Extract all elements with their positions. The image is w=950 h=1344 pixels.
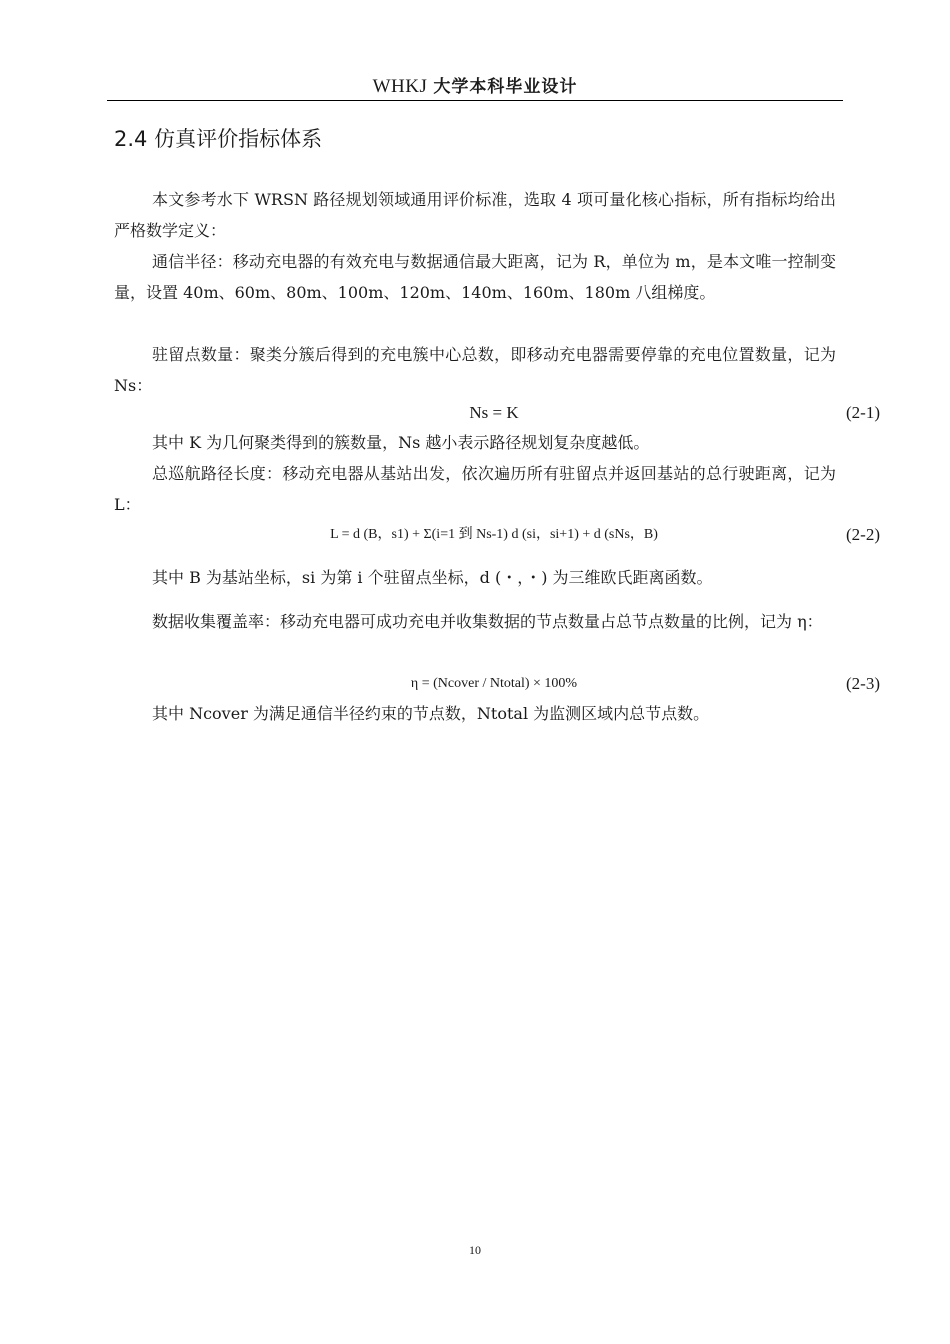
- running-header: [107, 72, 843, 101]
- header-right-text: 大学本科毕业设计: [433, 77, 578, 97]
- paragraph-path-length: 总巡航路径长度：移动充电器从基站出发，依次遍历所有驻留点并返回基站的总行驶距离，记为 L：: [114, 464, 836, 514]
- paragraph-comm-radius: 通信半径：移动充电器的有效充电与数据通信最大距离，记为 R，单位为 m，是本文唯一控制变量，设置 40m、60m、80m、100m、120m、140m、160m、180m 八组梯度。: [114, 252, 836, 302]
- paragraph-k-note: 其中 K 为几何聚类得到的簇数量，Ns 越小表示路径规划复杂度越低。: [152, 433, 650, 452]
- page-number: 10: [469, 1243, 481, 1257]
- paragraph-b-note: 其中 B 为基站坐标，si 为第 i 个驻留点坐标，d (・，・) 为三维欧氏距离函数。: [152, 568, 713, 587]
- equation-number: (2-3): [846, 674, 880, 693]
- equation-2-2: [114, 523, 880, 547]
- section-title: 2.4 仿真评价指标体系: [114, 127, 323, 151]
- equation-expression: η = (Ncover / Ntotal) × 100%: [410, 676, 578, 691]
- equation-2-1: [114, 401, 880, 425]
- equation-number: (2-2): [846, 525, 880, 544]
- equation-expression: L = d (B，s1) + Σ(i=1 到 Ns-1) d (si，si+1) + d (sNs，B): [330, 527, 658, 542]
- paragraph-stay-points: 驻留点数量：聚类分簇后得到的充电簇中心总数，即移动充电器需要停靠的充电位置数量，记为 Ns：: [114, 345, 836, 395]
- paragraph-intro: 本文参考水下 WRSN 路径规划领域通用评价标准，选取 4 项可量化核心指标，所有指标均给出严格数学定义：: [114, 190, 836, 240]
- paragraph-coverage: 数据收集覆盖率：移动充电器可成功充电并收集数据的节点数量占总节点数量的比例，记为 η：: [152, 612, 823, 631]
- equation-2-3: [114, 672, 880, 696]
- paragraph-ncover-note: 其中 Ncover 为满足通信半径约束的节点数，Ntotal 为监测区域内总节点数。: [152, 704, 710, 723]
- header-left-text: WHKJ: [372, 76, 428, 97]
- equation-number: (2-1): [846, 403, 880, 422]
- equation-expression: Ns = K: [469, 403, 519, 422]
- header-rule: [107, 100, 843, 101]
